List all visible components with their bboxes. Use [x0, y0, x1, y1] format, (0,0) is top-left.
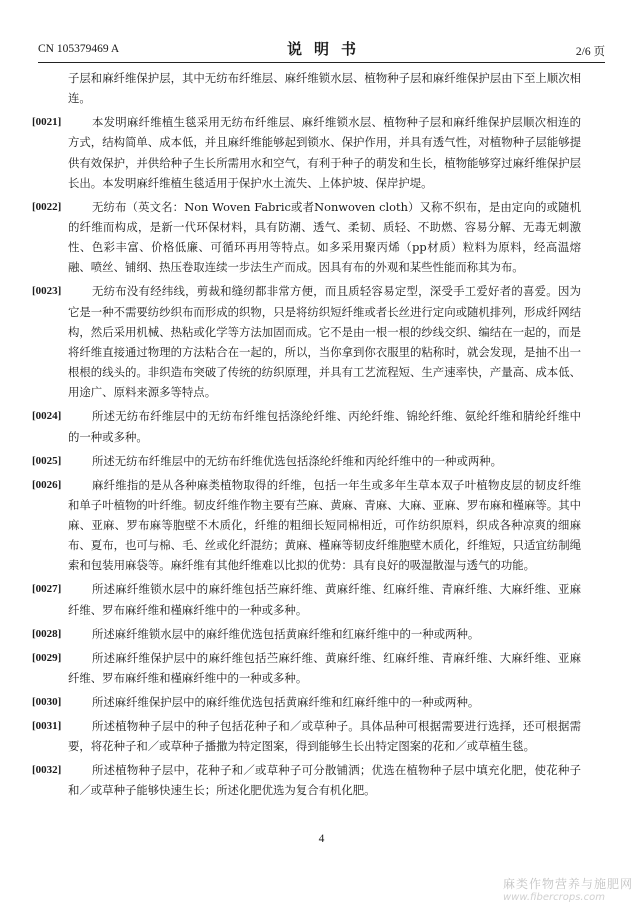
paragraph-text: 所述无纺布纤维层中的无纺布纤维包括涤纶纤维、丙纶纤维、锦纶纤维、氨纶纤维和腈纶纤维中的一种或多种。 — [68, 409, 581, 444]
paragraph-text: 本发明麻纤维植生毯采用无纺布纤维层、麻纤维锁水层、植物种子层和麻纤维保护层顺次相连的方式，结构简单、成本低，并且麻纤维能够起到锁水、保护作用，并具有透气性，对植物种子层能够提供有效保护，并供给种子生长所需用水和空气，有利于种子的萌发和生长，植物能够穿过麻纤维保护层长出。本发明麻纤维植生毯适用于保护水土流失、上体护坡、保岸护堤。 — [68, 115, 581, 190]
paragraph-text: 所述植物种子层中的种子包括花种子和／或草种子。具体品种可根据需要进行选择，还可根据需要，将花种子和／或草种子播撒为特定图案，得到能够生长出特定图案的花和／或草植生毯。 — [68, 718, 581, 754]
paragraph — [32, 760, 581, 800]
paragraph-text: 无纺布没有经纬线，剪裁和缝纫都非常方便，而且质轻容易定型，深受手工爱好者的喜爱。因为它是一种不需要纺纱织布而形成的织物，只是将纺织短纤维或者长丝进行定向或随机排列，形成纤网结构，然后采用机械、热粘或化学等方法加固而成。它不是由一根一根的纱线交织、编结在一起的，而是将纤维直接通过物理的方法粘合在一起的，所以，当你拿到你衣服里的粘称时，就会发现，是抽不出一根根的线头的。非织造布突破了传统的纺织原理，并具有工艺流程短、生产速率快，产量高、成本低、用途广、原料来源多等特点。 — [68, 284, 581, 400]
paragraph — [32, 112, 581, 193]
header-rule — [38, 62, 605, 63]
paragraph-text: 所述麻纤维保护层中的麻纤维包括苎麻纤维、黄麻纤维、红麻纤维、青麻纤维、大麻纤维、亚麻纤维、罗布麻纤维和槿麻纤维中的一种或多种。 — [68, 650, 581, 685]
paragraph-text: 无纺布（英文名：Non Woven Fabric或者Nonwoven cloth）又称不织布，是由定向的或随机的纤维而构成，是新一代环保材料，具有防潮、透气、柔韧、质轻、不助燃、容易分解、无毒无刺激性、色彩丰富、价格低廉、可循环再用等特点。如多采用聚丙烯（pp材质）粒料为原料，经高温熔融、喷丝、铺纲、热压卷取连续一步法生产而成。因具有布的外观和某些性能而称其为布。 — [68, 199, 581, 275]
document-body — [32, 68, 581, 804]
paragraph — [32, 579, 581, 619]
paragraph-number: [0028] — [32, 627, 62, 640]
paragraph-text: 麻纤维指的是从各种麻类植物取得的纤维，包括一年生或多年生草本双子叶植物皮层的韧皮纤维和单子叶植物的叶纤维。韧皮纤维作物主要有苎麻、黄麻、青麻、大麻、亚麻、罗布麻和槿麻等。其中麻、亚麻、罗布麻等胞壁不木质化，纤维的粗细长短同棉相近，可作纺织原料，织成各种凉爽的细麻布、夏布，也可与棉、毛、丝或化纤混纺；黄麻、槿麻等韧皮纤维胞壁木质化，纤维短，只适宜纺制绳索和包装用麻袋等。麻纤维有其他纤维难以比拟的优势：具有良好的吸湿散湿与透气的功能。 — [68, 477, 581, 573]
paragraph — [32, 281, 581, 402]
page-header — [38, 38, 605, 62]
paragraph — [32, 648, 581, 688]
document-title: 说明书 — [286, 40, 368, 58]
paragraph-number: [0026] — [32, 478, 62, 491]
paragraph-number: [0025] — [32, 454, 62, 467]
paragraph-number: [0029] — [32, 651, 62, 664]
page-number: 4 — [318, 833, 325, 845]
watermark — [503, 878, 633, 904]
watermark-site-name: 麻类作物营养与施肥网 — [502, 877, 633, 891]
page-indicator: 2/6 页 — [575, 46, 605, 58]
paragraph-text: 所述无纺布纤维层中的无纺布纤维优选包括涤纶纤维和丙纶纤维中的一种或两种。 — [91, 453, 503, 468]
watermark-url: www.fibercrops.com — [502, 892, 605, 903]
paragraph-text: 所述植物种子层中，花种子和／或草种子可分散铺洒；优选在植物种子层中填充化肥，使花种子和／或草种子能够快速生长；所述化肥优选为复合有机化肥。 — [68, 763, 581, 798]
paragraph-number: [0031] — [32, 719, 62, 732]
patent-number: CN 105379469 A — [38, 43, 120, 55]
paragraph — [32, 475, 581, 576]
paragraph-number: [0022] — [32, 200, 62, 213]
intro-continuation: 子层和麻纤维保护层，其中无纺布纤维层、麻纤维锁水层、植物种子层和麻纤维保护层由下至上顺次相连。 — [68, 71, 581, 106]
paragraph — [32, 692, 581, 712]
paragraph — [32, 716, 581, 756]
paragraph — [32, 406, 581, 446]
paragraph — [32, 197, 581, 278]
paragraph-text: 所述麻纤维锁水层中的麻纤维包括苎麻纤维、黄麻纤维、红麻纤维、青麻纤维、大麻纤维、亚麻纤维、罗布麻纤维和槿麻纤维中的一种或多种。 — [68, 582, 581, 617]
paragraph-number: [0032] — [32, 764, 62, 777]
paragraph-number: [0023] — [32, 285, 62, 298]
paragraph-number: [0021] — [32, 116, 62, 129]
paragraph-number: [0027] — [32, 583, 62, 596]
paragraph-number: [0024] — [32, 410, 62, 423]
paragraph-number: [0030] — [32, 695, 62, 708]
paragraph — [32, 624, 581, 644]
paragraph-text: 所述麻纤维锁水层中的麻纤维优选包括黄麻纤维和红麻纤维中的一种或两种。 — [91, 626, 480, 641]
paragraph-list — [32, 112, 581, 800]
paragraph-text: 所述麻纤维保护层中的麻纤维优选包括黄麻纤维和红麻纤维中的一种或两种。 — [91, 694, 480, 709]
paragraph — [32, 451, 581, 471]
